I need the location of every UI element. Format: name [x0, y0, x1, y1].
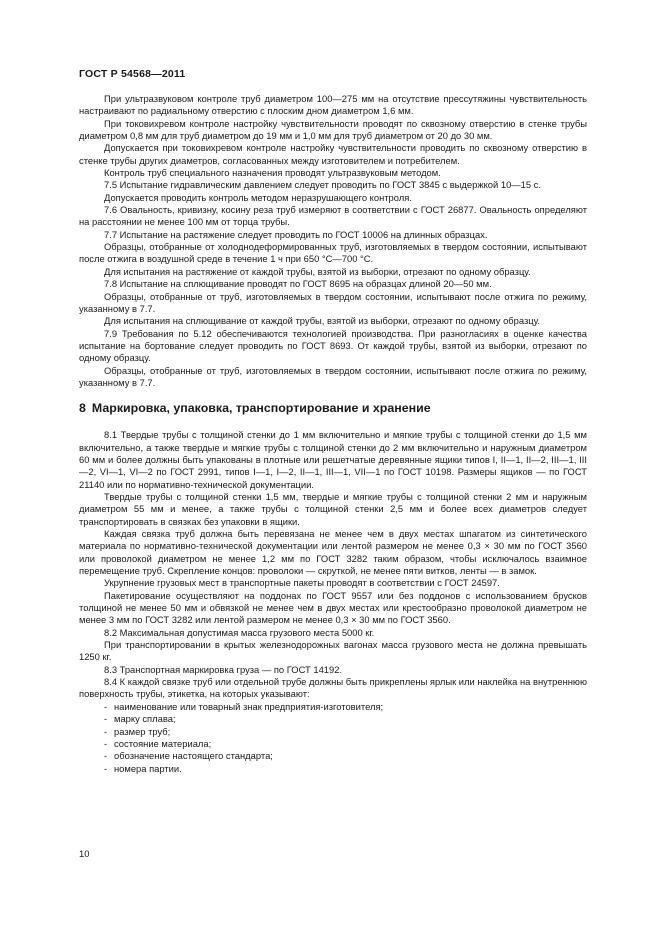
- paragraph: Каждая связка труб должна быть перевязана не менее чем в двух местах шпагатом из синтетического материала по нормативно-технической документации или лентой размером не менее 0,3 × 30 мм по ГОСТ 3560 или проволокой диаметром не менее 1,2 мм по ГОСТ 3282 таким образом, чтобы исключалось взаимное перемещение труб. Скрепление концов: проволоки — скруткой, не менее пяти витков, ленты — в замок.: [79, 528, 587, 577]
- paragraph: Допускается проводить контроль методом неразрушающего контроля.: [104, 191, 412, 203]
- paragraph: Для испытания на сплющивание от каждой трубы, взятой из выборки, отрезают по одному образцу.: [104, 315, 540, 327]
- paragraph: 8.4 К каждой связке труб или отдельной трубе должны быть прикреплены ярлык или наклейка на внутреннюю поверхность трубы, этикетка, на которых указывают:: [79, 676, 587, 700]
- list-item-text: наименование или товарный знак предприятия-изготовителя;: [114, 700, 384, 712]
- list-item: [79, 713, 587, 725]
- list-item: [79, 701, 587, 713]
- list-dash: -: [104, 750, 108, 762]
- list-item-text: марку сплава;: [114, 713, 176, 725]
- paragraph: Для испытания на растяжение от каждой трубы, взятой из выборки, отрезают по одному образцу.: [104, 265, 531, 277]
- list-dash: -: [104, 725, 108, 737]
- list-item-text: обозначение настоящего стандарта;: [114, 750, 273, 762]
- list-item-text: номера партии.: [114, 762, 182, 774]
- paragraph: Контроль труб специального назначения проводят ультразвуковым методом.: [104, 167, 441, 179]
- list-item-text: размер труб;: [114, 725, 171, 737]
- paragraph: 7.8 Испытание на сплющивание проводят по ГОСТ 8695 на образцах длиной 20—50 мм.: [104, 278, 492, 290]
- list-item: [79, 750, 587, 762]
- paragraph: 7.9 Требования по 5.12 обеспечиваются технологией производства. При разногласиях в оценке качества испытание на бортование следует проводить по ГОСТ 8693. От каждой трубы, взятой из выборки, отрезают по одному образцу.: [79, 327, 587, 364]
- paragraphs-after: [79, 429, 587, 701]
- list-item: [79, 726, 587, 738]
- paragraph: 8.3 Транспортная маркировка груза — по ГОСТ 14192.: [104, 663, 343, 675]
- page-number: 10: [79, 848, 90, 859]
- paragraph: Образцы, отобранные от труб, изготовляемых в твердом состоянии, испытывают после отжига по режиму, указанному в 7.7.: [79, 364, 587, 388]
- list-dash: -: [104, 713, 108, 725]
- paragraph: При токовихревом контроле настройку чувствительности проводят по сквозному отверстию в стенке трубы диаметром 0,8 мм для труб диаметром до 19 мм и 1,0 мм для труб диаметром от 20 до 30 мм.: [79, 117, 587, 142]
- paragraph: 8.2 Максимальная допустимая масса грузового места 5000 кг.: [104, 626, 375, 638]
- paragraph: При транспортировании в крытых железнодорожных вагонах масса грузового места не должна превышать 1250 кг.: [79, 639, 587, 663]
- paragraph: 7.5 Испытание гидравлическим давлением следует проводить по ГОСТ 3845 с выдержкой 10—15 с.: [104, 179, 541, 191]
- paragraph: Укрупнение грузовых мест в транспортные пакеты проводят в соответствии с ГОСТ 24597.: [104, 577, 500, 589]
- list-dash: -: [104, 700, 108, 712]
- paragraph: 7.6 Овальность, кривизну, косину реза труб измеряют в соответствии с ГОСТ 26877. Овальность определяют на расстоянии не менее 100 мм от торца трубы.: [79, 204, 587, 228]
- list-item: [79, 738, 587, 750]
- section-number: 8: [79, 401, 86, 416]
- paragraph: Пакетирование осуществляют на поддонах по ГОСТ 9557 или без поддонов с использованием брусков толщиной не менее 50 мм и обвязкой не менее чем в двух местах или крестообразно проволокой диаметром не менее 3 мм по ГОСТ 3282 или лентой размером не менее 0,3 × 30 мм по ГОСТ 3560.: [79, 589, 587, 626]
- list-item: [79, 763, 587, 775]
- paragraph: Твердые трубы с толщиной стенки 1,5 мм, твердые и мягкие трубы с толщиной стенки 2 мм и наружным диаметром 55 мм и менее, а также трубы с толщиной стенки 2,5 мм и более всех диаметров следует транспортировать в связках без упаковки в ящики.: [79, 490, 587, 527]
- paragraphs-before: [79, 93, 587, 389]
- marking-list: [79, 701, 587, 775]
- paragraph: Образцы, отобранные от холоднодеформированных труб, изготовляемых в твердом состоянии, испытывают после отжига в воздушной среде в течение 1 ч при 650 °С—700 °С.: [79, 241, 587, 265]
- section-title: Маркировка, упаковка, транспортирование и хранение: [91, 401, 431, 416]
- list-item-text: состояние материала;: [114, 737, 212, 749]
- document-body: [79, 93, 587, 775]
- paragraph: 7.7 Испытание на растяжение следует проводить по ГОСТ 10006 на длинных образцах.: [104, 228, 488, 240]
- paragraph: 8.1 Твердые трубы с толщиной стенки до 1 мм включительно и мягкие трубы с толщиной стенки до 1,5 мм включительно, а также твердые и мягкие трубы с толщиной стенки до 2 мм включительно и наружным диаметром 60 мм и более должны быть упакованы в плотные или решетчатые деревянные ящики типов I, II—1, II—2, III—1, III—2, VI—1, VI—2 по ГОСТ 2991, типов I—1, I—2, II—1, III—1, VII—1 по ГОСТ 10198. Размеры ящиков — по ГОСТ 21140 или по нормативно-технической документации.: [79, 429, 587, 490]
- paragraph: При ультразвуковом контроле труб диаметром 100—275 мм на отсутствие прессутяжины чувствительность настраивают по радиальному отверстию с плоским дном диаметром 1,6 мм.: [79, 93, 587, 117]
- list-dash: -: [104, 737, 108, 749]
- section-heading: [79, 401, 587, 416]
- paragraph: Допускается при токовихревом контроле настройку чувствительности проводить по сквозному отверстию в стенке трубы других диаметров, согласованных между изготовителем и потребителем.: [79, 142, 587, 166]
- document-header: ГОСТ Р 54568—2011: [79, 68, 186, 80]
- paragraph: Образцы, отобранные от труб, изготовляемых в твердом состоянии, испытывают после отжига по режиму, указанному в 7.7.: [79, 290, 587, 314]
- list-dash: -: [104, 762, 108, 774]
